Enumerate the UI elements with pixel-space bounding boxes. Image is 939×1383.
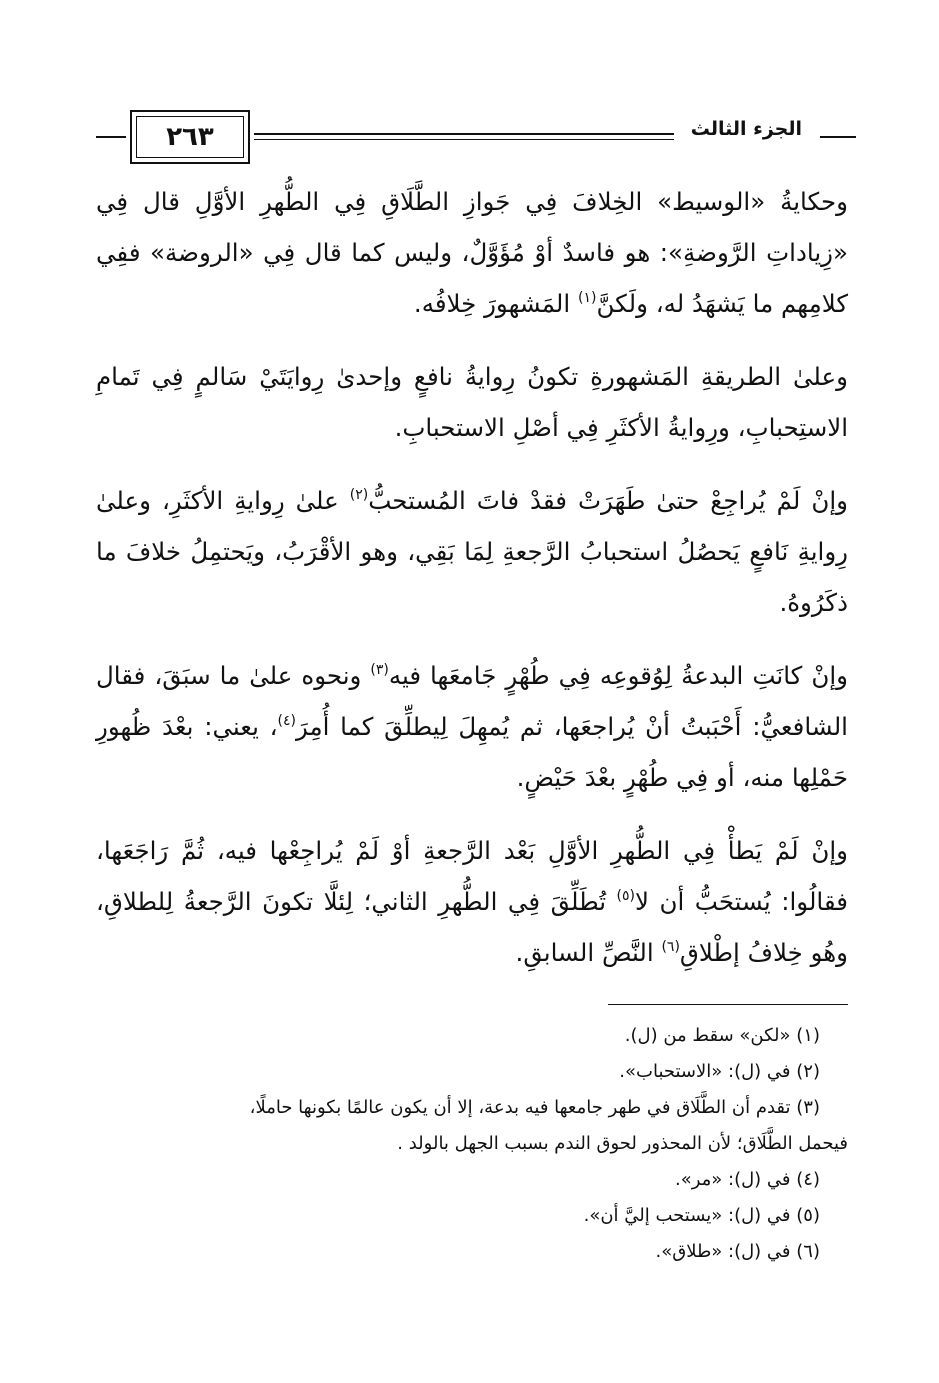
paragraph: [96, 475, 848, 628]
main-text: [96, 176, 848, 1000]
footnote-marker: (٥): [616, 888, 636, 904]
footnote-marker: (٢): [349, 487, 369, 503]
page-number-inner-frame: [136, 116, 244, 158]
paragraph: [96, 351, 848, 453]
footnote-number: (١): [796, 1025, 820, 1046]
page-number: ٢٦٣: [166, 122, 214, 152]
footnote-separator: [608, 1004, 848, 1005]
footnote-marker: (٤): [277, 713, 296, 729]
footnote-marker: (١): [577, 290, 597, 306]
header-rule-right: [820, 136, 856, 138]
paragraph-text: وإنْ لَمْ يَطأْ فِي الطُّهرِ الأوَّلِ بَعْد الرَّجعةِ أوْ لَمْ يُراجِعْها فيه، ثُمَّ رَاجَعَها، فقالُوا: يُستحَبُّ أن لا: [96, 836, 848, 916]
paragraph: [96, 176, 848, 329]
footnote-number: (٥): [796, 1205, 820, 1226]
footnote-text: «لكن» سقط من (ل).: [624, 1025, 791, 1046]
paragraph-text: ، يعني: بعْدَ ظُهورِ حَمْلِها منه، أو فِي طُهْرٍ بعْدَ حَيْضٍ.: [96, 712, 848, 792]
footnote-marker: (٣): [370, 662, 389, 678]
footnote-item: [96, 1198, 848, 1234]
footnote-text-continuation: فيحمل الطَّلَاق؛ لأن المحذور لحوق الندم بسبب الجهل بالولد .: [397, 1133, 848, 1154]
footnote-text: في (ل): «الاستحباب».: [619, 1061, 791, 1082]
footnote-item: [96, 1162, 848, 1198]
paragraph-text: المَشهورَ خِلافُه.: [413, 289, 578, 318]
footnote-number: (٦): [796, 1241, 820, 1262]
footnotes: [96, 1018, 848, 1270]
paragraph-text: وحكايةُ «الوسيط» الخِلافَ فِي جَوازِ الطَّلَاقِ فِي الطُّهرِ الأوَّلِ قال فِي «زِياداتِ الرَّوضةِ»: هو فاسدٌ أوْ مُؤَوَّلٌ، وليس كما قال فِي «الروضة» ففِي كلامِهم ما يَشهَدُ له، ولَكنَّ: [96, 187, 848, 318]
footnote-item: [96, 1090, 848, 1162]
header-rule-middle-top: [254, 133, 674, 135]
paragraph-text: ونحوه علىٰ ما سبَقَ، فقال الشافعيُّ: أَحْبَبتُ أنْ يُراجعَها، ثم يُمهِلَ لِيطلِّقَ كما أُمِرَ: [96, 661, 848, 741]
footnote-number: (٣): [796, 1097, 820, 1118]
footnote-number: (٢): [796, 1061, 820, 1082]
footnote-text: في (ل): «مر».: [674, 1169, 791, 1190]
paragraph-text: تُطَلِّقَ فِي الطُّهرِ الثاني؛ لِئلَّا تكونَ الرَّجعةُ لِلطلاقِ، وهُو خِلافُ إطْلاقِ: [96, 887, 848, 967]
paragraph-text: وإنْ لَمْ يُراجِعْ حتىٰ طَهَرَتْ فقدْ فاتَ المُستحبُّ: [368, 486, 849, 515]
header-rule-left: [96, 136, 126, 138]
header-rule-middle-bottom: [254, 139, 674, 140]
paragraph: [96, 825, 848, 978]
running-head: الجزء الثالث: [690, 118, 802, 140]
paragraph-text: النَّصِّ السابقِ.: [515, 938, 662, 967]
paragraph-text: علىٰ رِوايةِ الأكثَرِ، وعلىٰ رِوايةِ نَافعٍ يَحصُلُ استحبابُ الرَّجعةِ لِمَا بَقِي، وهو الأقْرَبُ، ويَحتمِلُ خلافَ ما ذكَرُوهُ.: [96, 486, 848, 617]
paragraph-text: وإنْ كانَتِ البدعةُ لِوُقوعِه فِي طُهْرٍ جَامعَها فيه: [388, 661, 848, 690]
paragraph: [96, 650, 848, 803]
footnote-text: تقدم أن الطَّلَاق في طهر جامعها فيه بدعة، إلا أن يكون عالمًا بكونها حاملًا،: [249, 1097, 791, 1118]
paragraph-text: وعلىٰ الطريقةِ المَشهورةِ تكونُ رِوايةُ نافعٍ وإحدىٰ رِوايَتَيْ سَالمٍ فِي تَمامِ الاستِحبابِ، ورِوايةُ الأكثَرِ فِي أصْلِ الاستحبابِ.: [96, 362, 848, 442]
footnote-marker: (٦): [661, 939, 680, 955]
footnote-item: [96, 1018, 848, 1054]
footnote-item: [96, 1054, 848, 1090]
footnote-text: في (ل): «طلاق».: [655, 1241, 791, 1262]
footnote-text: في (ل): «يستحب إليَّ أن».: [583, 1205, 791, 1226]
footnote-item: [96, 1234, 848, 1270]
page-header: [96, 108, 856, 168]
footnote-number: (٤): [796, 1169, 820, 1190]
page-number-frame: [130, 110, 250, 164]
